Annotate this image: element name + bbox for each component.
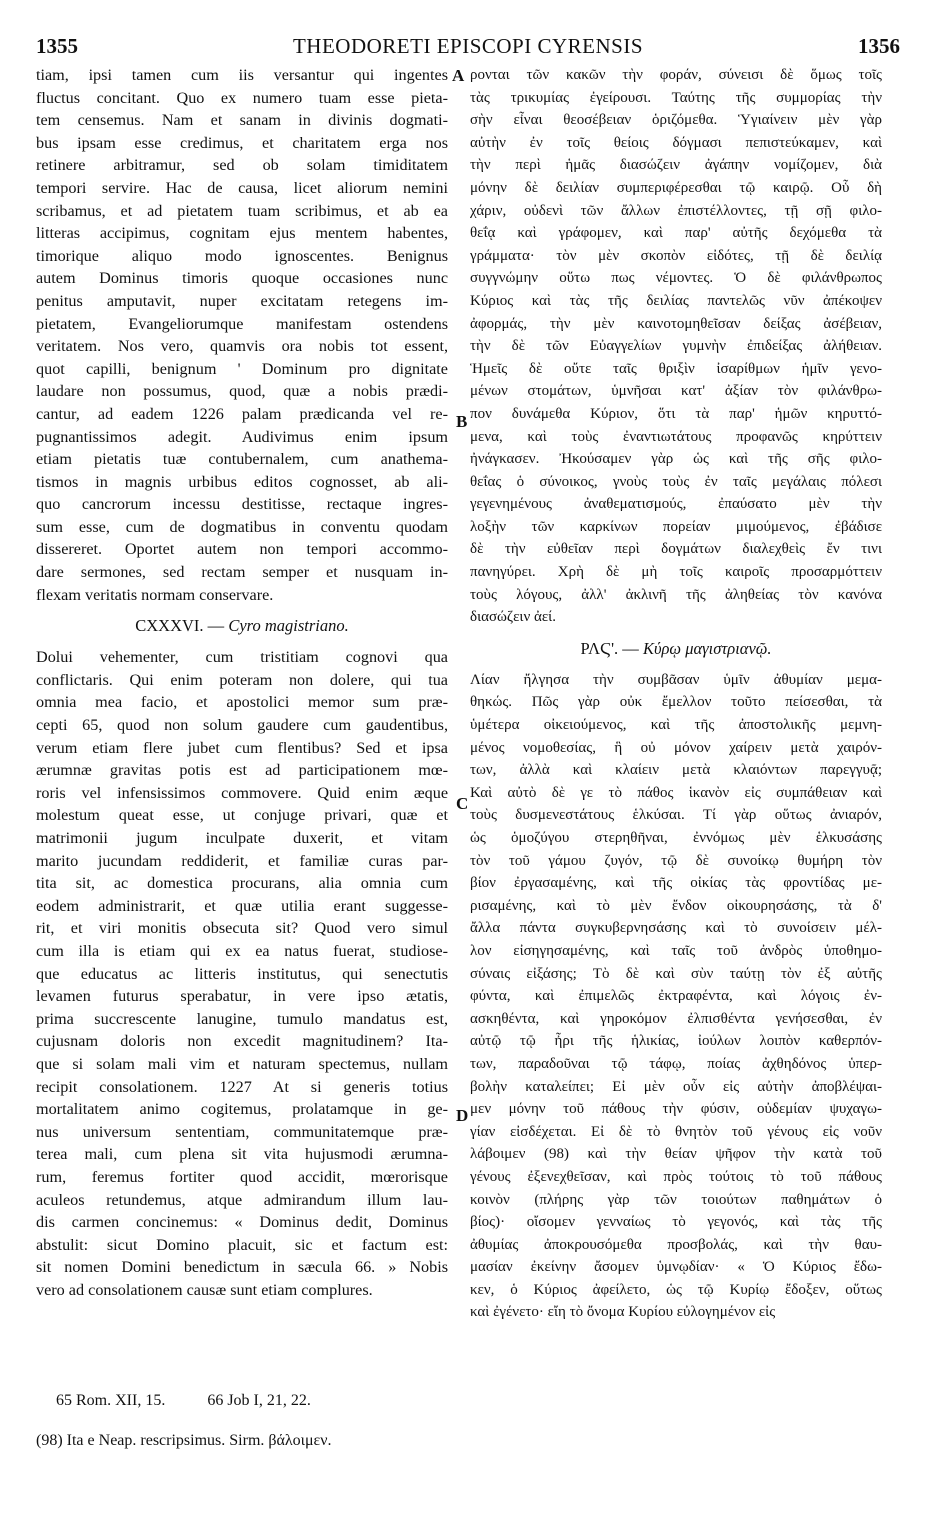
text-line: Κύριος καὶ τὰς τῆς δειλίας παντελῶς νῦν ἀπέκοψεν <box>470 292 882 309</box>
text-line: verum etiam flere jubet cum flentibus? Sed et ipsa <box>36 738 448 757</box>
text-line: σύναις εἰξάσης; Τὸ δὲ καὶ σὺν ταύτῃ τὸν ἐξ αὐτῆς <box>470 965 882 982</box>
text-line: ἀθυμίας ἀποκρουσόμεθα προσβολάς, καὶ τὴν θαυ- <box>470 1236 882 1253</box>
text-line: scribamus, et ad pietatem tuam scribimus, et ab ea <box>36 201 448 220</box>
text-line: θηκώς. Πῶς γὰρ οὐκ ἔμελλον τοῦτο πείσεσθαι, τὰ <box>470 694 882 711</box>
text-line: λοξὴν τῶν καρκίνων πορείαν μιμούμενος, ἐβάδισε <box>470 518 882 535</box>
text-line: τὴν περὶ ἡμᾶς διασώζειν ἀγάπην νομίζομεν, διὰ <box>470 157 882 174</box>
text-line: fluctus concitant. Quo ex numero tuam esse pieta- <box>36 88 448 107</box>
page-number-left: 1355 <box>36 34 78 58</box>
text-line: καὶ ἐγένετο· εἴη τὸ ὄνομα Κυρίου εὐλογημένον εἰς <box>470 1304 776 1321</box>
text-line: que educatus ac litteris institutus, qui senectutis <box>36 964 448 983</box>
text-line: pugnantissimos adegit. Audivimus enim ipsum <box>36 427 448 446</box>
section-marker-b: B <box>456 412 468 431</box>
text-line: θεΐας ὁ σύνοικος, γνοὺς τοὺς ἐν ταῖς μεγάλαις πόλεσι <box>470 473 882 490</box>
section-marker-d: D <box>456 1106 469 1125</box>
text-line: κοινὸν (πλήρης γὰρ τῶν τοιούτων παθημάτων ὁ <box>470 1191 882 1208</box>
text-line: τὰς τρικυμίας ἐγείρουσι. Ταύτης τῆς συμμορίας τὴν <box>470 89 882 106</box>
text-line: conflictaris. Qui enim poteram non dolere, qui tua <box>36 670 448 689</box>
text-line: omnia mea facio, et apostolici memor sum præ- <box>36 693 448 712</box>
text-line: ρονται τῶν κακῶν τὴν φοράν, σύνεισι δὲ ὅμως τοῖς <box>470 67 882 83</box>
text-line: διασώζειν ἀεί. <box>470 609 556 626</box>
text-line: laudare non possumus, quod, quæ a nobis prædi- <box>36 382 448 401</box>
text-line: ὡς ὁμοζύγου στερηθῆναι, ἐννόμως μὲν ἑλκυσάσης <box>470 830 882 846</box>
text-line: litteras accipimus, cognitam ejus mentem habentes, <box>36 224 448 243</box>
text-line: σὴν εἶναι θεοσέβειαν ὁριζόμεθα. Ὑγιαίνειν μὲν γὰρ <box>470 112 882 129</box>
text-line: penitus amputavit, nuper excitatam retegens im- <box>36 291 448 310</box>
footnotes <box>56 1392 349 1410</box>
text-line: cum illa is etiam qui ex ea natus fuerat, studiose- <box>36 941 448 960</box>
footnote-65: 65 Rom. XII, 15. <box>56 1392 166 1409</box>
text-line: τὴν δὲ τῶν Εὐαγγελίων γυμνὴν ἐπιδείξας ἀλήθειαν. <box>470 338 882 355</box>
text-line: ærumnæ gravitas potis est ad participationem mœ- <box>36 761 448 780</box>
text-line: mortalitatem animo cogitemus, prolatamque in ge- <box>36 1100 448 1119</box>
text-line: ἀφορμάς, τὴν μὲν καινοτομηθεῖσαν δείξας ἀσέβειαν, <box>470 315 882 332</box>
section-marker-c: C <box>456 794 469 813</box>
text-line: ρισαμένης, καὶ τὸ μὲν ἔνδον οἰκουρησάσης, τὰ δ' <box>470 897 882 914</box>
text-line: μεν μόνην τοῦ πάθους τὴν φύσιν, οὐδεμίαν ψυχαγω- <box>470 1101 882 1118</box>
text-line: eodem administrarit, et quæ utilia erant suggesse- <box>36 896 448 915</box>
text-line: levamen futurus sperabatur, in vere ipso ætatis, <box>36 987 448 1006</box>
text-line: των, ἀλλὰ καὶ κλαίειν μετὰ κλαιόντων παρεγγυᾷ; <box>470 762 882 779</box>
text-line: Λίαν ἤλγησα τὴν συμβᾶσαν ὑμῖν ἀθυμίαν μεμα- <box>470 671 882 688</box>
text-line: dis carmen concinemus: « Dominus dedit, Dominus <box>36 1213 448 1232</box>
text-line: prima succrescente lanugine, tumulo mandatus est, <box>36 1009 448 1028</box>
latin-column <box>36 64 448 1301</box>
text-line: terea mali, cum plena sit vita hujusmodi ærumna- <box>36 1145 448 1164</box>
text-line: μένος νομοθεσίας, ἣ οὐ μόνον χαίρειν μετὰ χαιρόν- <box>470 739 882 756</box>
text-line: βίον ἐργασαμένης, καὶ τῆς οἰκίας τὰς φροντίδας με- <box>470 875 882 892</box>
text-line: retinere arbitramur, sed ob solam timiditatem <box>36 156 448 175</box>
greek-heading-name: Κύρῳ μαγιστριανῷ. <box>642 638 772 658</box>
text-line: Dolui vehementer, cum tristitiam cognovi qua <box>36 648 448 667</box>
text-line: λον εἰσηγησαμένης, καὶ ταῖς τοῦ ἀνδρὸς ὑποθημο- <box>470 942 882 959</box>
text-line: rit, et viri monitis obsecuta sit? Quod vero simul <box>36 919 448 938</box>
section-marker-a: A <box>452 66 465 85</box>
running-title: THEODORETI EPISCOPI CYRENSIS <box>292 34 644 58</box>
text-line: dare sermones, sed rectam semper et nusquam in- <box>36 563 448 582</box>
text-line: μασίαν ἐκείνην ἄσομεν ὑμνῳδίαν· « Ὁ Κύριος ἔδω- <box>470 1259 882 1276</box>
text-line: πον δυνάμεθα Κύριον, ὅτι τὰ παρ' ἡμῶν κηρυττό- <box>470 405 882 422</box>
text-line: quo cancrorum incessu destitisse, rectaque ingres- <box>36 495 448 514</box>
text-line: quot capilli, benignum ' Dominum pro dignitate <box>36 359 448 378</box>
text-line: timorique aliquo modo ignoscentes. Benignus <box>36 246 448 265</box>
page-number-right: 1356 <box>858 34 900 58</box>
text-line: cantur, ad eadem 1226 palam prædicanda vel re- <box>36 404 448 423</box>
text-line: aculeos retundemus, atque admirandum illum lau- <box>36 1190 448 1209</box>
text-line: sum esse, cum de dogmatibus in conventu quodam <box>36 517 448 536</box>
text-line: γένους ἐξενεχθεῖσαν, καὶ πρὸς τούτοις τὸ τοῦ πάθους <box>470 1168 882 1185</box>
text-line: βίος)· οἴσομεν γενναίως τὸ γεγονός, καὶ τὰς τῆς <box>470 1214 882 1231</box>
text-line: γράμματα· τὸν μὲν σκοπὸν εἰδότες, τῇ δὲ δειλίᾳ <box>470 247 882 264</box>
text-line: nus universum sententiam, communitatemque præ- <box>36 1122 448 1141</box>
text-line: tem censemus. Nam et sanam in divinis dogmati- <box>36 111 448 130</box>
text-line: flexam veritatis normam conservare. <box>36 585 274 604</box>
greek-heading-number: ΡΛϚ'. — <box>580 638 643 658</box>
text-line: αὐτὴν ἐν τοῖς θείοις δόγμασι πεπιστεύκαμεν, καὶ <box>470 134 882 151</box>
text-line: tita sit, ac domestica procurans, alia omnia cum <box>36 874 448 893</box>
text-line: dissereret. Oportet autem non tempori accommo- <box>36 540 448 559</box>
text-line: τοὺς λόγους, ἀλλ' ἀκλινῆ τῆς ἀληθείας τὸν κανόνα <box>470 586 882 603</box>
text-line: γίαν εἰσδέχεται. Εἰ δὲ τὸ θνητὸν τοῦ γένους εἰς νοῦν <box>470 1123 882 1140</box>
text-line: μένων στομάτων, ὑμνῆσαι κατ' ἀξίαν τὸν φιλάνθρω- <box>470 383 882 400</box>
latin-text-block-2 <box>36 646 448 1301</box>
text-line: recipit consolationem. 1227 At si generis totius <box>36 1077 448 1096</box>
text-line: βολὴν καταλείπει; Εἰ μὲν οὖν εἰς αὐτὴν ἀποβλέψαι- <box>470 1078 882 1095</box>
text-line: ὑμέτερα οἰκειούμενος, καὶ τῆς ἀποστολικῆς μεμνη- <box>470 717 882 734</box>
text-line: cujusnam doloris non excedit magnitudinem? Ita- <box>36 1032 448 1051</box>
text-line: δὲ τὴν εὐθεῖαν περὶ δογμάτων διαλεχθεὶς ἔν τινι <box>470 541 882 558</box>
text-line: vero ad consolationem causæ sunt etiam complures. <box>36 1280 373 1299</box>
text-line: λάβοιμεν (98) καὶ τὴν θείαν ψῆφον τὴν κατὰ τοῦ <box>470 1146 882 1163</box>
text-line: tismos in magnis urbibus editos cognosset, ab ali- <box>36 472 448 491</box>
latin-heading-name: Cyro magistriano. <box>228 616 349 636</box>
text-line: Καὶ αὐτὸ δὲ γε τὸ πάθος ἱκανὸν εἰς συμπάθειαν καὶ <box>470 784 882 801</box>
latin-text-block-1 <box>36 64 448 606</box>
greek-text-block-1 <box>470 64 882 629</box>
text-line: tempori servire. Hac de causa, licet aliorum nemini <box>36 178 448 197</box>
latin-heading-number: CXXXVI. — <box>135 616 229 636</box>
text-line: χάριν, οὐδενὶ τῶν ἄλλων ἐπιστέλλοντες, τῇ σῇ φιλο- <box>470 202 882 219</box>
text-line: abstulit: sicut Domino placuit, sic et factum est: <box>36 1235 448 1254</box>
text-line: roris vel infensissimos commovere. Quid enim æque <box>36 783 448 802</box>
text-line: πανηγύρει. Χρὴ δὲ μὴ τοῖς καιροῖς προσαρμόττειν <box>470 564 882 581</box>
text-line: μόνην δὲ δειλίαν συμπεριφέρεσθαι τῷ καιρῷ. Οὗ δὴ <box>470 179 882 196</box>
text-line: των, παραδοῦναι τῷ τάφῳ, ποίας ἀχθηδόνος ὑπερ- <box>470 1055 882 1072</box>
text-line: ἠνάγκασεν. Ἠκούσαμεν γὰρ ὡς καὶ τῆς σῆς φιλο- <box>470 451 882 468</box>
text-line: matrimonii jugum inculpate duxerit, et vitam <box>36 829 448 847</box>
text-line: αὐτῷ τῷ ἦρι τῆς ἡλικίας, ἰούλων λοιπὸν καθερπόν- <box>470 1033 882 1050</box>
text-line: que si solam mali vim et naturam spectemus, nullam <box>36 1054 448 1073</box>
text-line: pietatem, Evangeliorumque manifestam ostendens <box>36 314 448 333</box>
text-line: veritatem. Nos vero, quamvis ora nobis tot essent, <box>36 337 448 356</box>
running-header <box>36 34 900 60</box>
text-line: τοὺς δυσμενεστάτους ἑλκύσαι. Τί γὰρ οὕτως ἀνιαρόν, <box>470 807 882 824</box>
greek-column <box>470 64 882 1324</box>
text-line: μενα, καὶ τοὺς ἐναντιωτάτους προφανῶς κηρύττειν <box>470 428 882 445</box>
text-line: molestum queat esse, ut conjuge privari, quæ et <box>36 806 448 825</box>
text-line: rum, feremus fortiter quod accidit, mœrorisque <box>36 1167 448 1186</box>
text-line: cepti 65, quod non solum gaudere cum gaudentibus, <box>36 716 448 735</box>
text-line: ασκηθέντα, καὶ γηροκόμον ἐλπισθέντα γενήσεσθαι, ἐν <box>470 1010 882 1027</box>
text-line: autem Dominus timoris quoque occasiones nunc <box>36 269 448 288</box>
footnote-66: 66 Job I, 21, 22. <box>207 1392 311 1409</box>
greek-letter-heading <box>470 635 882 663</box>
text-line: etiam pietatis tuæ contubernalem, cum anathema- <box>36 450 448 469</box>
text-line: Ἡμεῖς δὲ οὔτε ταῖς θριξὶν ἰσαρίθμων ἡμῖν γενο- <box>470 360 882 377</box>
text-line: ἄλλα πάντα συγκυβερνησάσης καὶ τὸ συνοίσειν μέλ- <box>470 920 882 937</box>
text-line: γεγενημένους ἀναθεματισμούς, ἐπαύσατο μὲν τὴν <box>470 496 882 513</box>
latin-letter-heading <box>36 612 448 640</box>
text-line: marito jucundam reddiderit, et familiæ curas par- <box>36 851 448 870</box>
text-line: συγγνώμην οὕτω πως νέμοντες. Ὁ δὲ φιλάνθρωπος <box>470 270 882 287</box>
text-line: tiam, ipsi tamen cum iis versantur qui ingentes <box>36 66 448 84</box>
text-line: θεΐᾳ καὶ γράφομεν, καὶ παρ' αὐτῆς δεχόμεθα τὰ <box>470 225 882 242</box>
editorial-note: (98) Ita e Neap. rescripsimus. Sirm. βάλοιμεν. <box>36 1432 332 1449</box>
text-line: sit nomen Domini benedictum in sæcula 66. » Nobis <box>36 1258 448 1277</box>
text-line: bus ipsam esse credimus, et charitatem erga nos <box>36 133 448 152</box>
text-line: φύντα, καὶ ἐπιμελῶς ἐκτραφέντα, καὶ λόγοις ἐν- <box>470 988 882 1005</box>
text-line: κεν, ὁ Κύριος ἀφείλετο, ὡς τῷ Κυρίῳ ἔδοξεν, οὕτως <box>470 1281 882 1298</box>
greek-text-block-2 <box>470 669 882 1324</box>
text-line: τὸν τοῦ γάμου ζυγόν, τῷ δὲ συνοίκῳ θυμήρη τὸν <box>470 852 882 869</box>
